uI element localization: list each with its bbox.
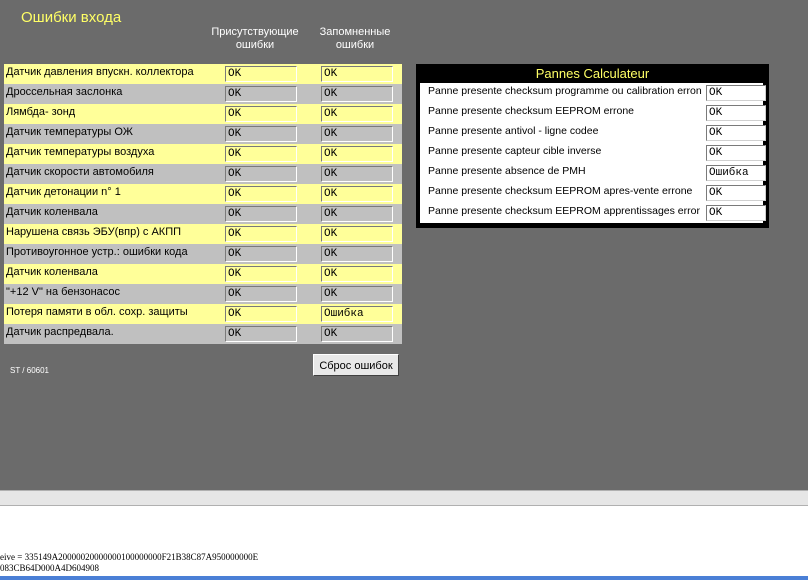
panne-status-field: OK (706, 125, 766, 141)
error-row-label: Потеря памяти в обл. сохр. защиты (6, 306, 188, 318)
pannes-title: Pannes Calculateur (535, 66, 650, 81)
panne-label: Panne presente checksum EEPROM apres-vente errone (428, 185, 693, 197)
panne-status-field: Ошибка (706, 165, 766, 181)
panne-status-field: OK (706, 85, 766, 101)
panne-status-field: OK (706, 145, 766, 161)
error-row (4, 104, 402, 124)
error-row (4, 224, 402, 244)
panne-row (420, 143, 763, 163)
present-error-field: OK (225, 306, 297, 322)
present-error-field: OK (225, 146, 297, 162)
panne-status-field: OK (706, 205, 766, 221)
error-row-label: Противоугонное устр.: ошибки кода (6, 246, 188, 258)
error-list (4, 64, 402, 344)
panne-label: Panne presente checksum EEPROM errone (428, 105, 635, 117)
panne-label: Panne presente absence de PMH (428, 165, 586, 177)
column-header-present-line1: Присутствующие (211, 26, 299, 38)
error-row (4, 304, 402, 324)
error-row-label: Датчик коленвала (6, 266, 98, 278)
horizontal-scrollbar[interactable] (0, 490, 808, 506)
panne-row (420, 83, 763, 103)
panne-status-field: OK (706, 105, 766, 121)
error-row-label: Лямбда- зонд (6, 106, 76, 118)
present-error-field: OK (225, 166, 297, 182)
column-header-stored-line1: Запомненные (319, 26, 391, 38)
column-header-stored-line2: ошибки (335, 39, 375, 51)
present-error-field: OK (225, 206, 297, 222)
present-error-field: OK (225, 86, 297, 102)
present-error-field: OK (225, 106, 297, 122)
present-error-field: OK (225, 186, 297, 202)
panne-row (420, 123, 763, 143)
error-row-label: Нарушена связь ЭБУ(впр) с АКПП (6, 226, 182, 238)
panne-row (420, 103, 763, 123)
present-error-field: OK (225, 326, 297, 342)
stored-error-field: OK (321, 266, 393, 282)
error-row (4, 144, 402, 164)
error-row (4, 124, 402, 144)
stored-error-field: OK (321, 166, 393, 182)
log-line: 083CB64D000A4D604908 (0, 563, 100, 573)
stored-error-field: OK (321, 66, 393, 82)
error-row-label: Датчик скорости автомобиля (6, 166, 154, 178)
stored-error-field: OK (321, 186, 393, 202)
present-error-field: OK (225, 126, 297, 142)
present-error-field: OK (225, 226, 297, 242)
error-row-label: Датчик детонации n° 1 (6, 186, 121, 198)
panne-row (420, 163, 763, 183)
error-row (4, 204, 402, 224)
error-row (4, 324, 402, 344)
stored-error-field: OK (321, 206, 393, 222)
stored-error-field: OK (321, 86, 393, 102)
error-row (4, 164, 402, 184)
error-row (4, 264, 402, 284)
error-row (4, 184, 402, 204)
taskbar-strip (0, 576, 808, 580)
reset-errors-button[interactable]: Сброс ошибок (313, 354, 399, 376)
panne-label: Panne presente checksum EEPROM apprentissages error (428, 205, 700, 217)
stored-error-field: Ошибка (321, 306, 393, 322)
page-title: Ошибки входа (21, 9, 122, 26)
present-error-field: OK (225, 246, 297, 262)
stored-error-field: OK (321, 146, 393, 162)
error-row-label: Датчик температуры воздуха (6, 146, 155, 158)
pannes-list (420, 83, 763, 223)
log-line: eive = 335149A20000020000000100000000F21B38C87A950000000E (0, 552, 259, 562)
panne-label: Panne presente capteur cible inverse (428, 145, 602, 157)
stored-error-field: OK (321, 106, 393, 122)
stored-error-field: OK (321, 246, 393, 262)
column-header-present-line2: ошибки (235, 39, 275, 51)
present-error-field: OK (225, 266, 297, 282)
column-header-present (208, 26, 302, 52)
version-code: ST / 60601 (10, 366, 49, 375)
error-row (4, 84, 402, 104)
present-error-field: OK (225, 66, 297, 82)
error-row-label: Датчик температуры ОЖ (6, 126, 133, 138)
error-row-label: Датчик давления впускн. коллектора (6, 66, 194, 78)
panne-row (420, 203, 763, 223)
stored-error-field: OK (321, 226, 393, 242)
error-row (4, 284, 402, 304)
panne-label: Panne presente antivol - ligne codee (428, 125, 599, 137)
panne-label: Panne presente checksum programme ou calibration erron (428, 85, 702, 97)
stored-error-field: OK (321, 126, 393, 142)
stored-error-field: OK (321, 286, 393, 302)
panne-row (420, 183, 763, 203)
error-row (4, 64, 402, 84)
pannes-calculateur-panel (416, 64, 769, 228)
error-row-label: Дроссельная заслонка (6, 86, 123, 98)
present-error-field: OK (225, 286, 297, 302)
panne-status-field: OK (706, 185, 766, 201)
log-output (0, 552, 258, 574)
error-row-label: "+12 V" на бензонасос (6, 286, 121, 298)
error-row-label: Датчик распредвала. (6, 326, 114, 338)
error-row-label: Датчик коленвала (6, 206, 98, 218)
column-header-stored (314, 26, 396, 52)
error-row (4, 244, 402, 264)
stored-error-field: OK (321, 326, 393, 342)
